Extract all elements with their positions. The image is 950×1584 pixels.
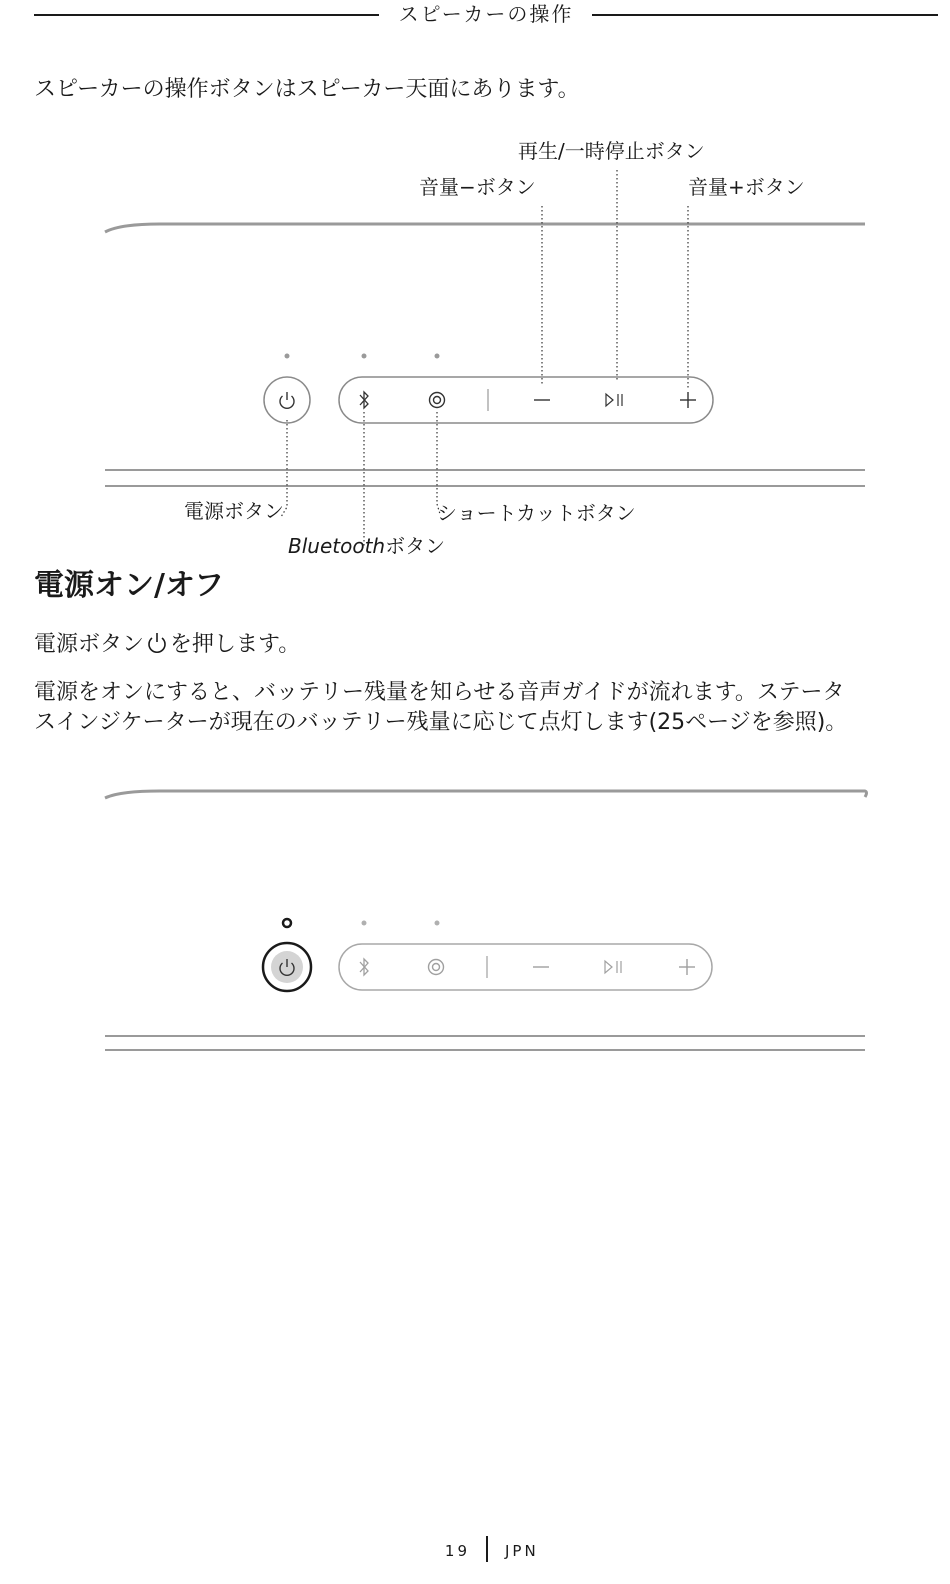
shortcut-indicator-dot-2 — [435, 921, 440, 926]
shortcut-indicator-dot — [435, 354, 440, 359]
intro-text: スピーカーの操作ボタンはスピーカー天面にあります。 — [34, 77, 580, 102]
bluetooth-label — [288, 534, 445, 558]
power-step-text — [34, 630, 300, 663]
power-label: 電源ボタン — [184, 499, 284, 523]
control-panel-2 — [339, 944, 712, 990]
control-panel — [339, 377, 713, 423]
power-indicator-lit — [283, 919, 291, 927]
power-section-heading: 電源オン/オフ — [34, 568, 225, 603]
bluetooth-label-name: Bluetooth — [288, 534, 386, 558]
power-indicator-dot — [285, 354, 290, 359]
page-footer — [0, 1536, 950, 1566]
power-body-line-2: スインジケーターが現在のバッテリー残量に応じて点灯します(25ページを参照)。 — [34, 710, 848, 735]
section-title: スピーカーの操作 — [391, 2, 582, 26]
shortcut-label: ショートカットボタン — [437, 501, 636, 525]
header-rule-right — [592, 14, 938, 16]
language-code: JPN — [505, 1542, 539, 1560]
bluetooth-label-suffix: ボタン — [385, 534, 446, 558]
section-header — [34, 0, 938, 30]
footer-divider — [486, 1536, 488, 1562]
volume-down-label: 音量−ボタン — [419, 175, 536, 199]
volume-up-label: 音量+ボタン — [688, 175, 805, 199]
speaker-top-edge-2 — [105, 791, 867, 798]
power-step-suffix: を押します。 — [170, 632, 301, 657]
bluetooth-indicator-dot — [362, 354, 367, 359]
power-body-line-1: 電源をオンにすると、バッテリー残量を知らせる音声ガイドが流れます。ステータ — [34, 680, 845, 705]
speaker-top-edge — [105, 224, 865, 232]
power-icon-inline — [144, 630, 170, 663]
controls-diagram-svg — [0, 130, 950, 560]
power-diagram-svg — [0, 780, 950, 1060]
play-pause-label: 再生/一時停止ボタン — [518, 139, 705, 163]
power-diagram — [0, 780, 950, 1060]
controls-diagram — [0, 130, 950, 560]
page-number: 19 — [444, 1542, 470, 1560]
power-step-prefix: 電源ボタン — [34, 632, 145, 657]
bluetooth-indicator-dot-2 — [362, 921, 367, 926]
leader-lines — [281, 170, 688, 548]
